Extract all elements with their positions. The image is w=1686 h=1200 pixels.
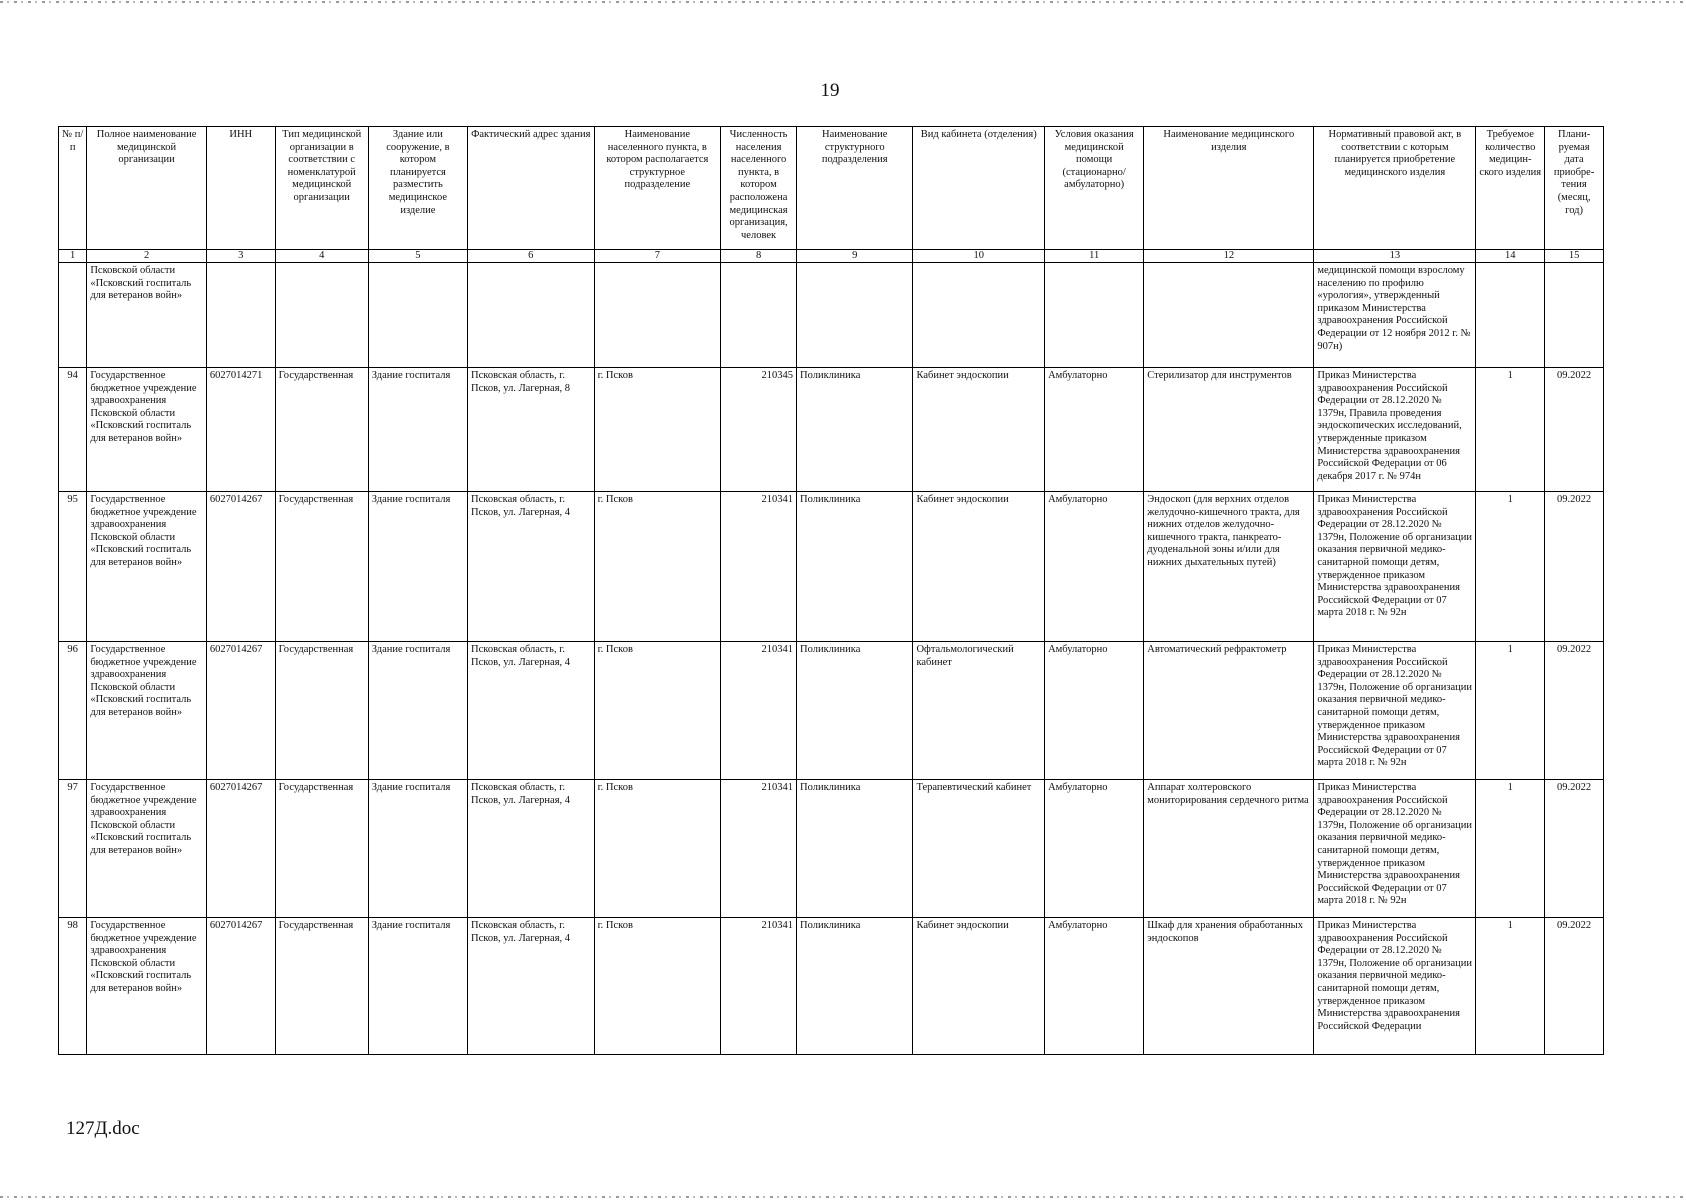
continuation-row bbox=[59, 263, 1604, 368]
column-header: Численность населения населенного пункта, в котором расположена медицинская организация, человек bbox=[721, 127, 797, 250]
column-number: 2 bbox=[87, 250, 206, 263]
cell-locality: г. Псков bbox=[594, 780, 721, 918]
column-number: 11 bbox=[1045, 250, 1144, 263]
column-number: 15 bbox=[1545, 250, 1604, 263]
column-header: № п/п bbox=[59, 127, 87, 250]
table-row bbox=[59, 642, 1604, 780]
page-number: 19 bbox=[820, 80, 840, 101]
cell-qty: 1 bbox=[1476, 780, 1545, 918]
cell-locality: г. Псков bbox=[594, 642, 721, 780]
cell-type: Государственная bbox=[275, 642, 368, 780]
column-header: Здание или сооружение, в котором планируется разместить медицинское изделие bbox=[368, 127, 467, 250]
cell-population: 210341 bbox=[721, 492, 797, 642]
column-number: 13 bbox=[1314, 250, 1476, 263]
cell-org: Государственное бюджетное учреждение здравоохранения Псковской области «Псковский госпиталь для ветеранов войн» bbox=[87, 368, 206, 492]
cell-conditions: Амбулаторно bbox=[1045, 368, 1144, 492]
cell-cabinet: Кабинет эндоскопии bbox=[913, 368, 1045, 492]
cell-act: Приказ Министерства здравоохранения Российской Федерации от 28.12.2020 № 1379н, Положение об организации оказания первичной медико-санитарной помощи детям, утвержденное приказом Министерства здравоохранения Российской Федерации от 07 марта 2018 г. № 92н bbox=[1314, 780, 1476, 918]
cell-address: Псковская область, г. Псков, ул. Лагерная, 4 bbox=[468, 918, 595, 1055]
cell-conditions: Амбулаторно bbox=[1045, 642, 1144, 780]
column-header: Наименование населенного пункта, в котором располагается структурное подразделение bbox=[594, 127, 721, 250]
column-number: 9 bbox=[797, 250, 913, 263]
cell-num: 97 bbox=[59, 780, 87, 918]
cell-building: Здание госпиталя bbox=[368, 492, 467, 642]
table-row bbox=[59, 918, 1604, 1055]
cell-cabinet: Кабинет эндоскопии bbox=[913, 492, 1045, 642]
cell-num: 98 bbox=[59, 918, 87, 1055]
cell-org: Государственное бюджетное учреждение здравоохранения Псковской области «Псковский госпиталь для ветеранов войн» bbox=[87, 918, 206, 1055]
column-number: 4 bbox=[275, 250, 368, 263]
cell-date: 09.2022 bbox=[1545, 918, 1604, 1055]
column-number: 7 bbox=[594, 250, 721, 263]
cell-locality: г. Псков bbox=[594, 918, 721, 1055]
cell-cabinet: Терапевтический кабинет bbox=[913, 780, 1045, 918]
cell-inn: 6027014267 bbox=[206, 492, 275, 642]
column-number: 14 bbox=[1476, 250, 1545, 263]
cell-org: Псковской области «Псковский госпиталь для ветеранов войн» bbox=[87, 263, 206, 368]
cell-address: Псковская область, г. Псков, ул. Лагерная, 4 bbox=[468, 642, 595, 780]
cell-date: 09.2022 bbox=[1545, 642, 1604, 780]
cell-qty: 1 bbox=[1476, 492, 1545, 642]
column-header: Полное наименование медицинской организации bbox=[87, 127, 206, 250]
column-header: Наименование медицинского изделия bbox=[1144, 127, 1314, 250]
cell-device: Стерилизатор для инструментов bbox=[1144, 368, 1314, 492]
cell-type: Государственная bbox=[275, 780, 368, 918]
cell-unit: Поликлиника bbox=[797, 642, 913, 780]
table-row bbox=[59, 368, 1604, 492]
column-number: 5 bbox=[368, 250, 467, 263]
cell-population: 210341 bbox=[721, 918, 797, 1055]
cell-type: Государственная bbox=[275, 368, 368, 492]
cell-inn: 6027014271 bbox=[206, 368, 275, 492]
cell-type: Государственная bbox=[275, 492, 368, 642]
cell-num: 96 bbox=[59, 642, 87, 780]
cell-qty: 1 bbox=[1476, 368, 1545, 492]
column-number: 3 bbox=[206, 250, 275, 263]
cell-qty: 1 bbox=[1476, 642, 1545, 780]
cell-num: 94 bbox=[59, 368, 87, 492]
cell-act: Приказ Министерства здравоохранения Российской Федерации от 28.12.2020 № 1379н, Правила проведения эндоскопических исследований, утвержденные приказом Министерства здравоохранения Российской Федерации от 06 декабря 2017 г. № 974н bbox=[1314, 368, 1476, 492]
column-number: 10 bbox=[913, 250, 1045, 263]
cell-conditions: Амбулаторно bbox=[1045, 918, 1144, 1055]
column-header: Требуемое количество медицин-ского изделия bbox=[1476, 127, 1545, 250]
cell-date: 09.2022 bbox=[1545, 780, 1604, 918]
cell-unit: Поликлиника bbox=[797, 918, 913, 1055]
cell-act: медицинской помощи взрослому населению по профилю «урология», утвержденный приказом Министерства здравоохранения Российской Федерации от 12 ноября 2012 г. № 907н) bbox=[1314, 263, 1476, 368]
column-number: 12 bbox=[1144, 250, 1314, 263]
column-header: ИНН bbox=[206, 127, 275, 250]
cell-device: Автоматический рефрактометр bbox=[1144, 642, 1314, 780]
column-header: Вид кабинета (отделения) bbox=[913, 127, 1045, 250]
column-header: Плани-руемая дата приобре-тения (месяц, год) bbox=[1545, 127, 1604, 250]
column-header: Наименование структурного подразделения bbox=[797, 127, 913, 250]
cell-org: Государственное бюджетное учреждение здравоохранения Псковской области «Псковский госпиталь для ветеранов войн» bbox=[87, 642, 206, 780]
table-row bbox=[59, 780, 1604, 918]
cell-inn: 6027014267 bbox=[206, 918, 275, 1055]
scan-edge-bottom bbox=[0, 1196, 1686, 1198]
cell-inn: 6027014267 bbox=[206, 642, 275, 780]
cell-type: Государственная bbox=[275, 918, 368, 1055]
cell-num: 95 bbox=[59, 492, 87, 642]
cell-qty: 1 bbox=[1476, 918, 1545, 1055]
cell-act: Приказ Министерства здравоохранения Российской Федерации от 28.12.2020 № 1379н, Положение об организации оказания первичной медико-санитарной помощи детям, утвержденное приказом Министерства здравоохранения Российской Федерации от 07 марта 2018 г. № 92н bbox=[1314, 492, 1476, 642]
cell-population: 210345 bbox=[721, 368, 797, 492]
cell-conditions: Амбулаторно bbox=[1045, 780, 1144, 918]
cell-num bbox=[59, 263, 87, 368]
cell-building: Здание госпиталя bbox=[368, 780, 467, 918]
column-number: 8 bbox=[721, 250, 797, 263]
cell-conditions: Амбулаторно bbox=[1045, 492, 1144, 642]
header-row bbox=[59, 127, 1604, 250]
cell-act: Приказ Министерства здравоохранения Российской Федерации от 28.12.2020 № 1379н, Положение об организации оказания первичной медико-санитарной помощи детям, утвержденное приказом Министерства здравоохранения Российской Федерации bbox=[1314, 918, 1476, 1055]
cell-cabinet: Офтальмологический кабинет bbox=[913, 642, 1045, 780]
cell-unit: Поликлиника bbox=[797, 492, 913, 642]
cell-act: Приказ Министерства здравоохранения Российской Федерации от 28.12.2020 № 1379н, Положение об организации оказания первичной медико-санитарной помощи детям, утвержденное приказом Министерства здравоохранения Российской Федерации от 07 марта 2018 г. № 92н bbox=[1314, 642, 1476, 780]
cell-building: Здание госпиталя bbox=[368, 918, 467, 1055]
cell-device: Эндоскоп (для верхних отделов желудочно-кишечного тракта, для нижних отделов желудочно-кишечного тракта, панкреато-дуоденальной зоны и/или для нижних дыхательных путей) bbox=[1144, 492, 1314, 642]
cell-org: Государственное бюджетное учреждение здравоохранения Псковской области «Псковский госпиталь для ветеранов войн» bbox=[87, 780, 206, 918]
cell-locality: г. Псков bbox=[594, 368, 721, 492]
cell-cabinet: Кабинет эндоскопии bbox=[913, 918, 1045, 1055]
column-number: 6 bbox=[468, 250, 595, 263]
footer-filename: 127Д.doc bbox=[66, 1118, 140, 1139]
cell-inn: 6027014267 bbox=[206, 780, 275, 918]
column-header: Фактический адрес здания bbox=[468, 127, 595, 250]
cell-unit: Поликлиника bbox=[797, 780, 913, 918]
cell-population: 210341 bbox=[721, 642, 797, 780]
cell-org: Государственное бюджетное учреждение здравоохранения Псковской области «Псковский госпиталь для ветеранов войн» bbox=[87, 492, 206, 642]
cell-building: Здание госпиталя bbox=[368, 642, 467, 780]
cell-device: Аппарат холтеровского мониторирования сердечного ритма bbox=[1144, 780, 1314, 918]
medical-device-table bbox=[58, 126, 1604, 1055]
cell-date: 09.2022 bbox=[1545, 492, 1604, 642]
column-header: Условия оказания медицинской помощи (стационарно/ амбулаторно) bbox=[1045, 127, 1144, 250]
column-header: Нормативный правовой акт, в соответствии с которым планируется приобретение медицинского изделия bbox=[1314, 127, 1476, 250]
cell-building: Здание госпиталя bbox=[368, 368, 467, 492]
cell-population: 210341 bbox=[721, 780, 797, 918]
cell-address: Псковская область, г. Псков, ул. Лагерная, 4 bbox=[468, 492, 595, 642]
scan-edge-top bbox=[0, 1, 1686, 3]
column-header: Тип медицинской организации в соответствии с номенклатурой медицинской организации bbox=[275, 127, 368, 250]
cell-locality: г. Псков bbox=[594, 492, 721, 642]
column-number-row bbox=[59, 250, 1604, 263]
table-row bbox=[59, 492, 1604, 642]
column-number: 1 bbox=[59, 250, 87, 263]
cell-device: Шкаф для хранения обработанных эндоскопов bbox=[1144, 918, 1314, 1055]
cell-address: Псковская область, г. Псков, ул. Лагерная, 4 bbox=[468, 780, 595, 918]
cell-date: 09.2022 bbox=[1545, 368, 1604, 492]
cell-address: Псковская область, г. Псков, ул. Лагерная, 8 bbox=[468, 368, 595, 492]
cell-unit: Поликлиника bbox=[797, 368, 913, 492]
